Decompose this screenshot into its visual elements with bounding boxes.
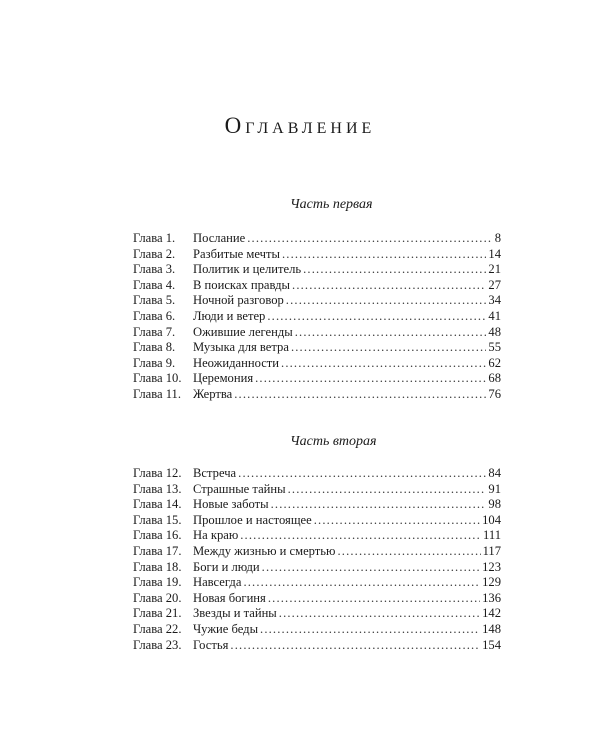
toc-entry[interactable] [133, 466, 501, 482]
chapter-number: Глава 8. [133, 340, 176, 355]
dot-leader [271, 497, 487, 513]
part-title-1: Часть первая [290, 197, 373, 212]
toc-entry[interactable] [133, 482, 501, 498]
dot-leader [295, 325, 487, 341]
toc-entry[interactable] [133, 497, 501, 513]
dot-leader [281, 356, 486, 372]
toc-entry[interactable] [133, 231, 501, 247]
dot-leader [238, 466, 486, 482]
chapter-title: Боги и люди [193, 559, 260, 574]
dot-leader [268, 591, 480, 607]
part-title-2: Часть вторая [290, 434, 377, 449]
dot-leader [230, 638, 480, 654]
dot-leader [255, 371, 486, 387]
chapter-number: Глава 10. [133, 371, 182, 386]
toc-entry[interactable] [133, 638, 501, 654]
page-number: 41 [488, 308, 501, 323]
toc-entry[interactable] [133, 309, 501, 325]
page-number: 84 [488, 466, 501, 480]
page-number: 104 [482, 512, 501, 527]
page-number: 8 [494, 231, 501, 245]
chapter-title: Жертва [193, 386, 233, 401]
page-number: 27 [488, 277, 501, 292]
toc-entry[interactable] [133, 513, 501, 529]
toc-entry[interactable] [133, 262, 501, 278]
chapter-number: Глава 14. [133, 497, 182, 512]
page-number: 154 [482, 637, 501, 652]
chapter-number: Глава 12. [133, 466, 182, 480]
chapter-title: Встреча [193, 466, 237, 480]
chapter-number: Глава 15. [133, 512, 182, 527]
chapter-number: Глава 9. [133, 355, 176, 370]
toc-entry[interactable] [133, 293, 501, 309]
dot-leader [247, 231, 492, 247]
page-number: 142 [482, 606, 501, 621]
chapter-number: Глава 13. [133, 481, 182, 496]
dot-leader [303, 262, 486, 278]
toc-entry[interactable] [133, 356, 501, 372]
chapter-title: Ночной разговор [193, 293, 284, 308]
chapter-number: Глава 6. [133, 308, 176, 323]
chapter-number: Глава 5. [133, 293, 176, 308]
chapter-title: Политик и целитель [193, 262, 302, 277]
toc-entry[interactable] [133, 528, 501, 544]
dot-leader [262, 560, 480, 576]
page-number: 91 [488, 481, 501, 496]
toc-entry[interactable] [133, 560, 501, 576]
page-number: 62 [488, 355, 501, 370]
chapter-title: Люди и ветер [193, 308, 266, 323]
chapter-number: Глава 19. [133, 575, 182, 590]
chapter-number: Глава 22. [133, 621, 182, 636]
dot-leader [234, 387, 486, 403]
chapter-title: Чужие беды [193, 621, 259, 636]
chapter-number: Глава 7. [133, 324, 176, 339]
chapter-number: Глава 23. [133, 637, 182, 652]
dot-leader [292, 278, 486, 294]
page-number: 136 [482, 590, 501, 605]
chapter-title: Церемония [193, 371, 254, 386]
dot-leader [267, 309, 486, 325]
toc-entry[interactable] [133, 247, 501, 263]
chapter-title: Разбитые мечты [193, 246, 280, 261]
chapter-title: На краю [193, 528, 239, 543]
chapter-number: Глава 11. [133, 386, 182, 401]
dot-leader [291, 340, 486, 356]
page-number: 98 [488, 497, 501, 512]
chapter-number: Глава 2. [133, 246, 176, 261]
chapter-title: Новая богиня [193, 590, 266, 605]
dot-leader [288, 482, 487, 498]
toc-entry[interactable] [133, 325, 501, 341]
chapter-title: Страшные тайны [193, 481, 286, 496]
dot-leader [279, 606, 480, 622]
toc-entry[interactable] [133, 575, 501, 591]
dot-leader [243, 575, 480, 591]
chapter-number: Глава 1. [133, 231, 176, 245]
dot-leader [282, 247, 486, 263]
toc-entry[interactable] [133, 387, 501, 403]
toc-entry[interactable] [133, 606, 501, 622]
chapter-title: Навсегда [193, 575, 242, 590]
page-number: 123 [482, 559, 501, 574]
toc-part-2 [133, 466, 501, 653]
page-number: 129 [482, 575, 501, 590]
toc-entry[interactable] [133, 371, 501, 387]
toc-entry[interactable] [133, 544, 501, 560]
chapter-number: Глава 21. [133, 606, 182, 621]
page-number: 111 [483, 528, 501, 543]
chapter-title: Новые заботы [193, 497, 269, 512]
toc-part-1 [133, 231, 501, 403]
chapter-title: Неожиданности [193, 355, 280, 370]
page-number: 34 [488, 293, 501, 308]
chapter-title: Послание [193, 231, 246, 245]
chapter-title: Гостья [193, 637, 229, 652]
page-number: 68 [488, 371, 501, 386]
page-number: 117 [482, 543, 501, 558]
page-number: 48 [488, 324, 501, 339]
chapter-number: Глава 16. [133, 528, 182, 543]
chapter-title: Между жизнью и смертью [193, 543, 336, 558]
dot-leader [286, 293, 487, 309]
chapter-title: Ожившие легенды [193, 324, 293, 339]
chapter-number: Глава 18. [133, 559, 182, 574]
chapter-title: Звезды и тайны [193, 606, 277, 621]
toc-entry[interactable] [133, 622, 501, 638]
page-number: 55 [488, 340, 501, 355]
dot-leader [314, 513, 480, 529]
page-number: 14 [488, 246, 501, 261]
dot-leader [240, 528, 481, 544]
page-number: 148 [482, 621, 501, 636]
dot-leader [260, 622, 480, 638]
page-number: 76 [488, 386, 501, 401]
toc-entry[interactable] [133, 591, 501, 607]
chapter-number: Глава 20. [133, 590, 182, 605]
chapter-number: Глава 3. [133, 262, 176, 277]
chapter-title: В поисках правды [193, 277, 291, 292]
page-number: 21 [488, 262, 501, 277]
toc-entry[interactable] [133, 278, 501, 294]
chapter-title: Музыка для ветра [193, 340, 289, 355]
toc-entry[interactable] [133, 340, 501, 356]
chapter-number: Глава 17. [133, 543, 182, 558]
page-title: Оглавление [224, 113, 376, 138]
dot-leader [337, 544, 480, 560]
chapter-number: Глава 4. [133, 277, 176, 292]
chapter-title: Прошлое и настоящее [193, 512, 312, 527]
